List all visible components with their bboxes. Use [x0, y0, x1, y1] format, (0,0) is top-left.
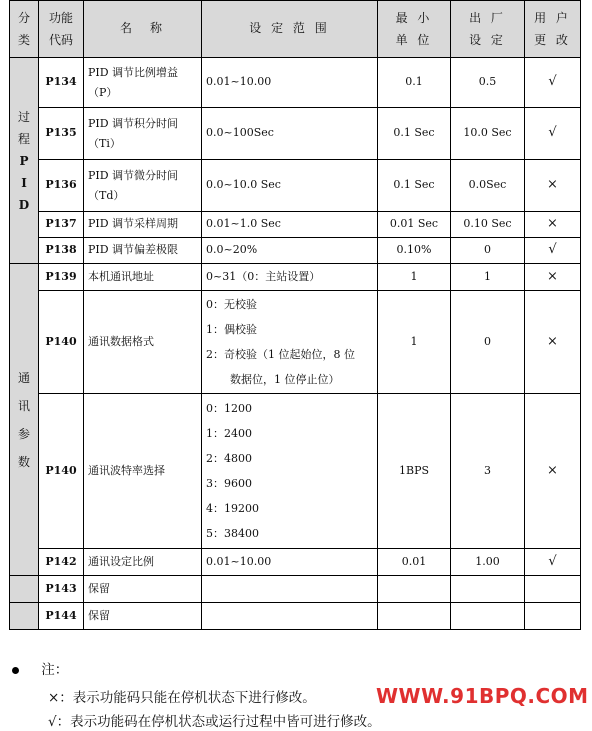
parameter-name: 保留: [84, 576, 202, 603]
setting-range: 0.01~10.00: [202, 549, 378, 576]
header-row: [10, 1, 581, 58]
modifiable-mark: √: [525, 58, 581, 108]
setting-range: 0：1200 1：2400 2：4800 3：9600 4：19200 5：38400: [202, 394, 378, 549]
header-unit: 最 小 单 位: [378, 1, 451, 58]
factory-default: 0: [451, 291, 525, 394]
table-row: [10, 212, 581, 238]
modifiable-mark: ×: [525, 212, 581, 238]
header-modifiable: 用 户 更 改: [525, 1, 581, 58]
setting-range: 0.01~1.0 Sec: [202, 212, 378, 238]
watermark: WWW.91BPQ.COM: [376, 684, 589, 708]
min-unit: 0.1 Sec: [378, 160, 451, 212]
table-row: [10, 291, 581, 394]
factory-default: 3: [451, 394, 525, 549]
note-check: √：表示功能码在停机状态或运行过程中皆可进行修改。: [48, 714, 381, 730]
parameter-name: 保留: [84, 603, 202, 630]
parameter-name: PID 调节采样周期: [84, 212, 202, 238]
min-unit: 0.10%: [378, 238, 451, 264]
min-unit: 0.1: [378, 58, 451, 108]
min-unit: [378, 576, 451, 603]
function-code: P143: [39, 576, 84, 603]
table-row: [10, 603, 581, 630]
setting-range: 0.0~20%: [202, 238, 378, 264]
factory-default: [451, 603, 525, 630]
setting-range: 0.0~100Sec: [202, 108, 378, 160]
factory-default: 0.10 Sec: [451, 212, 525, 238]
notes-title-row: [12, 658, 68, 678]
factory-default: 1: [451, 264, 525, 291]
setting-range: [202, 576, 378, 603]
function-code: P144: [39, 603, 84, 630]
modifiable-mark: ×: [525, 291, 581, 394]
min-unit: 0.01: [378, 549, 451, 576]
min-unit: 1BPS: [378, 394, 451, 549]
factory-default: 1.00: [451, 549, 525, 576]
factory-default: 10.0 Sec: [451, 108, 525, 160]
parameter-name: 通讯设定比例: [84, 549, 202, 576]
group-cell: [10, 576, 39, 603]
function-code: P137: [39, 212, 84, 238]
factory-default: 0.5: [451, 58, 525, 108]
table-row: [10, 160, 581, 212]
note-cross: ×：表示功能码只能在停机状态下进行修改。: [48, 690, 316, 706]
modifiable-mark: √: [525, 238, 581, 264]
modifiable-mark: [525, 576, 581, 603]
setting-range: 0.0~10.0 Sec: [202, 160, 378, 212]
notes-title: 注：: [41, 662, 69, 678]
setting-range: 0：无校验 1：偶校验 2：奇校验（1 位起始位，8 位 数据位，1 位停止位）: [202, 291, 378, 394]
table-row: [10, 58, 581, 108]
parameter-table: [9, 0, 581, 630]
bullet-icon: [12, 667, 19, 674]
table-row: [10, 238, 581, 264]
function-code: P140: [39, 394, 84, 549]
parameter-name: 本机通讯地址: [84, 264, 202, 291]
parameter-name: PID 调节积分时间 （Ti）: [84, 108, 202, 160]
group-label-pid: 过 程 P I D: [10, 58, 39, 264]
table-row: [10, 394, 581, 549]
modifiable-mark: √: [525, 108, 581, 160]
table-row: [10, 264, 581, 291]
table-row: [10, 549, 581, 576]
min-unit: 0.01 Sec: [378, 212, 451, 238]
modifiable-mark: ×: [525, 264, 581, 291]
function-code: P140: [39, 291, 84, 394]
header-name: 名 称: [84, 1, 202, 58]
table-row: [10, 108, 581, 160]
function-code: P139: [39, 264, 84, 291]
function-code: P135: [39, 108, 84, 160]
function-code: P134: [39, 58, 84, 108]
min-unit: 1: [378, 291, 451, 394]
parameter-name: 通讯数据格式: [84, 291, 202, 394]
modifiable-mark: ×: [525, 160, 581, 212]
parameter-name: PID 调节微分时间 （Td）: [84, 160, 202, 212]
function-code: P136: [39, 160, 84, 212]
group-label-comm: 通 讯 参 数: [10, 264, 39, 576]
function-code: P142: [39, 549, 84, 576]
setting-range: 0.01~10.00: [202, 58, 378, 108]
setting-range: 0~31（0：主站设置）: [202, 264, 378, 291]
min-unit: [378, 603, 451, 630]
factory-default: [451, 576, 525, 603]
modifiable-mark: ×: [525, 394, 581, 549]
modifiable-mark: √: [525, 549, 581, 576]
modifiable-mark: [525, 603, 581, 630]
function-code: P138: [39, 238, 84, 264]
parameter-name: 通讯波特率选择: [84, 394, 202, 549]
group-cell: [10, 603, 39, 630]
table-row: [10, 576, 581, 603]
setting-range: [202, 603, 378, 630]
parameter-name: PID 调节比例增益 （P）: [84, 58, 202, 108]
min-unit: 0.1 Sec: [378, 108, 451, 160]
min-unit: 1: [378, 264, 451, 291]
header-range: 设 定 范 围: [202, 1, 378, 58]
header-code: 功能 代码: [39, 1, 84, 58]
factory-default: 0.0Sec: [451, 160, 525, 212]
header-default: 出 厂 设 定: [451, 1, 525, 58]
header-category: 分 类: [10, 1, 39, 58]
factory-default: 0: [451, 238, 525, 264]
parameter-name: PID 调节偏差极限: [84, 238, 202, 264]
